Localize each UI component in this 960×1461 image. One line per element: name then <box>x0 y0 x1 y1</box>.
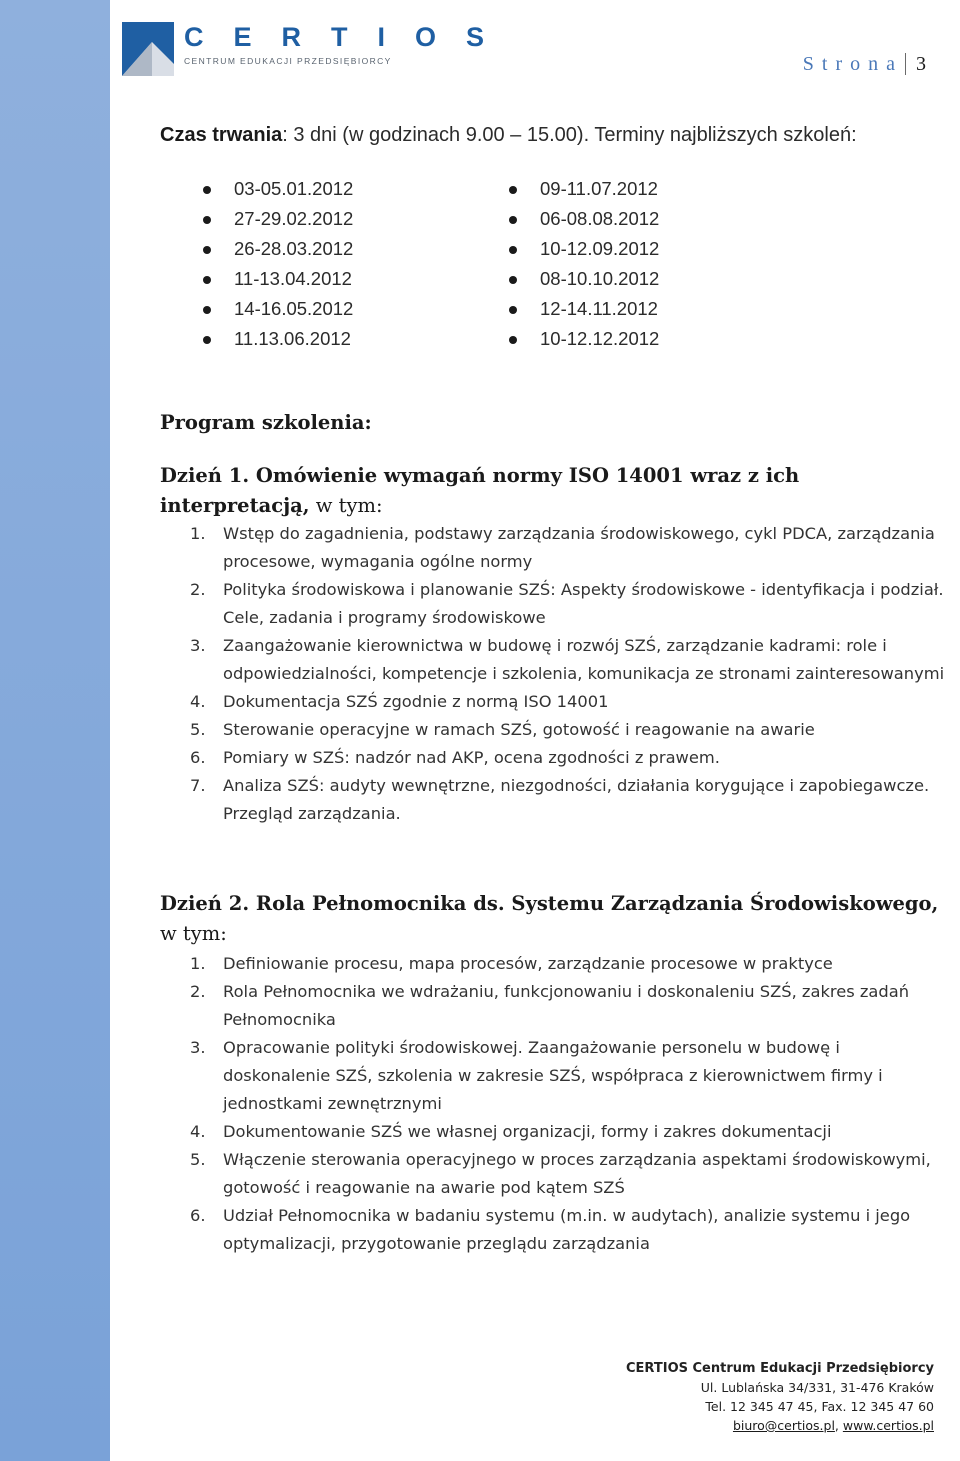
item-text: Pomiary w SZŚ: nadzór nad AKP, ocena zgodności z prawem. <box>223 748 720 767</box>
item-number: 1. <box>190 524 206 543</box>
day1-title-rest: w tym: <box>309 494 383 517</box>
date-item <box>164 234 353 264</box>
item-text: Definiowanie procesu, mapa procesów, zarządzanie procesowe w praktyce <box>223 954 833 973</box>
dates-list-left <box>164 174 353 354</box>
footer-contact <box>514 1359 934 1435</box>
duration-text: : 3 dni (w godzinach 9.00 – 15.00). Terminy najbliższych szkoleń: <box>282 124 857 146</box>
day2-title: Dzień 2. Rola Pełnomocnika ds. Systemu Zarządzania Środowiskowego, <box>160 892 939 915</box>
list-item <box>160 744 950 772</box>
date-item <box>164 264 353 294</box>
date-item <box>470 324 659 354</box>
item-text: Dokumentowanie SZŚ we własnej organizacji, formy i zakres dokumentacji <box>223 1122 832 1141</box>
bullet-icon <box>509 216 517 224</box>
list-item <box>160 1146 950 1202</box>
date-text: 08-10.10.2012 <box>540 268 660 289</box>
footer-links <box>514 1416 934 1435</box>
date-item <box>164 324 353 354</box>
footer-email-link[interactable]: biuro@certios.pl <box>732 1418 835 1433</box>
date-text: 10-12.09.2012 <box>540 238 660 259</box>
list-item <box>160 688 950 716</box>
item-number: 6. <box>190 1206 206 1225</box>
date-item <box>470 174 659 204</box>
bullet-icon <box>203 306 211 314</box>
item-number: 1. <box>190 954 206 973</box>
date-text: 10-12.12.2012 <box>540 328 660 349</box>
item-text: Wstęp do zagadnienia, podstawy zarządzania środowiskowego, cykl PDCA, zarządzania procesowe, wymagania ogólne normy <box>223 524 935 571</box>
item-text: Analiza SZŚ: audyty wewnętrzne, niezgodności, działania korygujące i zapobiegawcze. Przegląd zarządzania. <box>223 776 930 823</box>
date-text: 09-11.07.2012 <box>540 178 658 199</box>
date-item <box>470 204 659 234</box>
bullet-icon <box>509 336 517 344</box>
item-text: Sterowanie operacyjne w ramach SZŚ, gotowość i reagowanie na awarie <box>223 720 815 739</box>
bullet-icon <box>509 306 517 314</box>
footer-link-separator: , <box>834 1418 843 1433</box>
list-item <box>160 1034 950 1118</box>
page-label <box>803 53 926 76</box>
date-item <box>470 264 659 294</box>
day2-title-rest: w tym: <box>160 922 227 945</box>
list-item <box>160 632 950 688</box>
logo-wordmark: CERTIOS <box>184 22 515 52</box>
bullet-icon <box>509 186 517 194</box>
date-text: 26-28.03.2012 <box>234 238 354 259</box>
logo-subtitle: CENTRUM EDUKACJI PRZEDSIĘBIORCY <box>184 56 392 66</box>
left-sidebar-band <box>0 0 110 1461</box>
date-item <box>164 294 353 324</box>
day1-list <box>160 520 950 828</box>
footer-company: CERTIOS Centrum Edukacji Przedsiębiorcy <box>626 1361 934 1376</box>
bullet-icon <box>509 246 517 254</box>
item-number: 3. <box>190 1038 206 1057</box>
certios-logo <box>122 22 515 76</box>
item-text: Zaangażowanie kierownictwa w budowę i rozwój SZŚ, zarządzanie kadrami: role i odpowiedzialności, kompetencje i szkolenia, komunikacja ze stronami zainteresowanymi <box>223 636 945 683</box>
list-item <box>160 576 950 632</box>
bullet-icon <box>203 336 211 344</box>
item-text: Rola Pełnomocnika we wdrażaniu, funkcjonowaniu i doskonaleniu SZŚ, zakres zadań Pełnomocnika <box>223 982 910 1029</box>
list-item <box>160 716 950 744</box>
date-text: 06-08.08.2012 <box>540 208 660 229</box>
list-item <box>160 1202 950 1258</box>
item-number: 2. <box>190 580 206 599</box>
item-number: 6. <box>190 748 206 767</box>
bullet-icon <box>203 216 211 224</box>
bullet-icon <box>509 276 517 284</box>
date-item <box>164 174 353 204</box>
page-word: Strona <box>802 53 903 75</box>
page-number: 3 <box>905 53 926 75</box>
item-text: Dokumentacja SZŚ zgodnie z normą ISO 14001 <box>223 692 609 711</box>
item-text: Opracowanie polityki środowiskowej. Zaangażowanie personelu w budowę i doskonalenie SZŚ, szkolenia w zakresie SZŚ, współpraca z kierownictwem firmy i jednostkami zewnętrznymi <box>223 1038 883 1113</box>
footer-website-link[interactable]: www.certios.pl <box>842 1418 934 1433</box>
item-number: 2. <box>190 982 206 1001</box>
item-number: 3. <box>190 636 206 655</box>
date-text: 14-16.05.2012 <box>234 298 354 319</box>
item-number: 5. <box>190 720 206 739</box>
item-number: 4. <box>190 692 206 711</box>
date-item <box>470 234 659 264</box>
date-item <box>470 294 659 324</box>
list-item <box>160 1118 950 1146</box>
day1-title: Dzień 1. Omówienie wymagań normy ISO 14001 wraz z ich interpretacją, <box>160 464 800 517</box>
list-item <box>160 950 950 978</box>
item-text: Włączenie sterowania operacyjnego w proces zarządzania aspektami środowiskowymi, gotowość i reagowanie na awarie pod kątem SZŚ <box>223 1150 931 1197</box>
duration-label: Czas trwania <box>160 124 283 146</box>
logo-mark-icon <box>122 22 174 76</box>
program-heading: Program szkolenia: <box>160 411 372 434</box>
item-number: 7. <box>190 776 206 795</box>
date-item <box>164 204 353 234</box>
list-item <box>160 520 950 576</box>
date-text: 27-29.02.2012 <box>234 208 354 229</box>
day2-list <box>160 950 950 1258</box>
footer-phones: Tel. 12 345 47 45, Fax. 12 345 47 60 <box>705 1399 934 1414</box>
bullet-icon <box>203 186 211 194</box>
footer-address: Ul. Lublańska 34/331, 31-476 Kraków <box>700 1380 934 1395</box>
bullet-icon <box>203 276 211 284</box>
list-item <box>160 978 950 1034</box>
day2-heading <box>160 889 940 949</box>
list-item <box>160 772 950 828</box>
day1-heading <box>160 461 940 521</box>
item-text: Udział Pełnomocnika w badaniu systemu (m.in. w audytach), analizie systemu i jego optymalizacji, przygotowanie przeglądu zarządzania <box>223 1206 911 1253</box>
date-text: 03-05.01.2012 <box>234 178 354 199</box>
date-text: 12-14.11.2012 <box>540 298 658 319</box>
dates-list-right <box>470 174 659 354</box>
item-number: 5. <box>190 1150 206 1169</box>
bullet-icon <box>203 246 211 254</box>
date-text: 11-13.04.2012 <box>234 268 352 289</box>
duration-line <box>160 124 857 147</box>
item-text: Polityka środowiskowa i planowanie SZŚ: Aspekty środowiskowe - identyfikacja i podział. Cele, zadania i programy środowiskowe <box>223 580 944 627</box>
item-number: 4. <box>190 1122 206 1141</box>
date-text: 11.13.06.2012 <box>234 328 351 349</box>
